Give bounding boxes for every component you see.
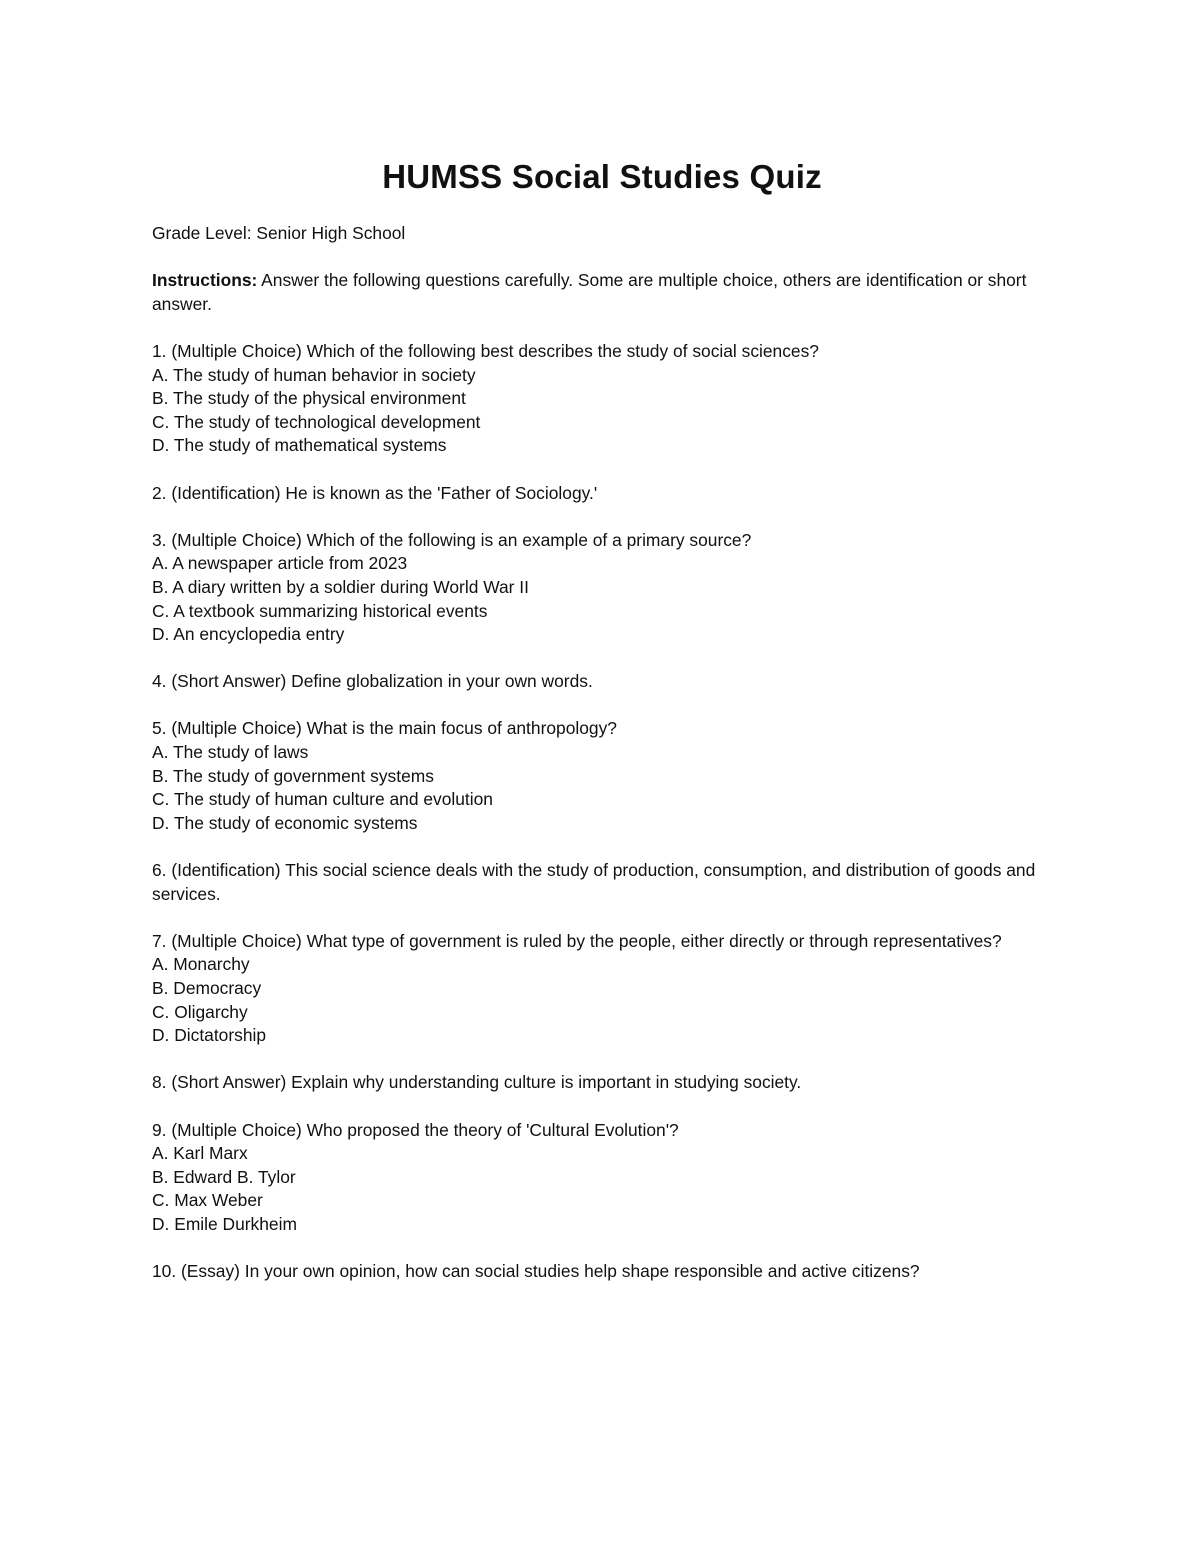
option-a: A. Karl Marx — [152, 1143, 248, 1164]
option-c: C. Oligarchy — [152, 1001, 248, 1022]
grade-level — [152, 222, 1052, 246]
question-prompt: 5. (Multiple Choice) What is the main focus of anthropology? — [152, 718, 617, 739]
instructions — [152, 269, 1052, 316]
question-1 — [152, 340, 1052, 458]
option-b: B. A diary written by a soldier during World War II — [152, 576, 529, 597]
question-8 — [152, 1071, 1052, 1095]
grade-level-text: Grade Level: Senior High School — [152, 223, 406, 243]
option-d: D. The study of economic systems — [152, 812, 418, 833]
question-prompt: 6. (Identification) This social science deals with the study of production, consumption, and distribution of goods and services. — [152, 860, 1036, 904]
option-b: B. The study of the physical environment — [152, 388, 466, 409]
instructions-text — [152, 269, 1052, 316]
question-prompt: 7. (Multiple Choice) What type of government is ruled by the people, either directly or through representatives? — [152, 930, 1002, 951]
option-a: A. The study of laws — [152, 742, 309, 763]
option-d: D. An encyclopedia entry — [152, 624, 345, 645]
document-body — [152, 222, 1052, 1284]
question-prompt: 8. (Short Answer) Explain why understanding culture is important in studying society. — [152, 1072, 802, 1093]
question-2 — [152, 482, 1052, 506]
option-d: D. Emile Durkheim — [152, 1213, 297, 1234]
instructions-label: Instructions: — [152, 270, 258, 291]
question-10 — [152, 1260, 1052, 1284]
option-d: D. Dictatorship — [152, 1025, 267, 1046]
instructions-body: Answer the following questions carefully. Some are multiple choice, others are identification or short answer. — [152, 270, 1027, 314]
page-title: HUMSS Social Studies Quiz — [382, 158, 822, 195]
question-7 — [152, 930, 1052, 1048]
question-prompt: 3. (Multiple Choice) Which of the following is an example of a primary source? — [152, 529, 752, 550]
question-prompt: 10. (Essay) In your own opinion, how can social studies help shape responsible and active citizens? — [152, 1261, 920, 1282]
option-b: B. Edward B. Tylor — [152, 1166, 296, 1187]
option-c: C. Max Weber — [152, 1190, 263, 1211]
question-prompt: 9. (Multiple Choice) Who proposed the theory of 'Cultural Evolution'? — [152, 1119, 679, 1140]
question-9 — [152, 1119, 1052, 1237]
question-prompt: 2. (Identification) He is known as the 'Father of Sociology.' — [152, 482, 598, 503]
document-page — [152, 150, 1052, 1307]
option-b: B. The study of government systems — [152, 765, 434, 786]
option-d: D. The study of mathematical systems — [152, 435, 447, 456]
option-b: B. Democracy — [152, 978, 262, 998]
question-5 — [152, 717, 1052, 835]
question-prompt: 1. (Multiple Choice) Which of the following best describes the study of social sciences? — [152, 340, 819, 361]
question-prompt: 4. (Short Answer) Define globalization in your own words. — [152, 671, 593, 692]
option-a: A. Monarchy — [152, 954, 250, 975]
option-a: A. A newspaper article from 2023 — [152, 553, 408, 574]
question-6 — [152, 859, 1052, 906]
question-3 — [152, 529, 1052, 647]
option-c: C. A textbook summarizing historical events — [152, 600, 488, 621]
option-c: C. The study of human culture and evolution — [152, 789, 493, 810]
option-c: C. The study of technological development — [152, 411, 481, 432]
option-a: A. The study of human behavior in society — [152, 364, 476, 385]
question-4 — [152, 670, 1052, 694]
